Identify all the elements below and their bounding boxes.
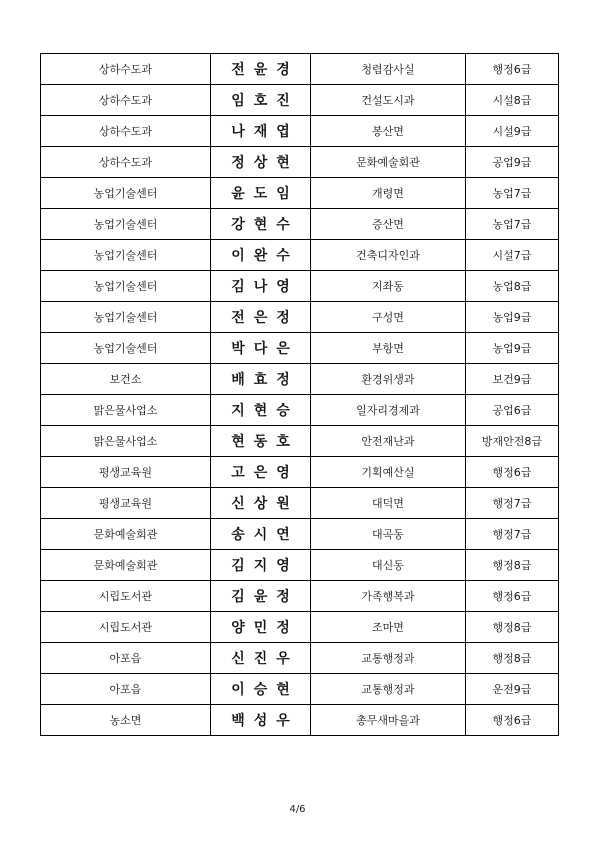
from-department-cell: 상하수도과: [41, 85, 211, 116]
to-department-cell: 건설도시과: [311, 85, 466, 116]
from-department-cell: 농업기술센터: [41, 333, 211, 364]
job-grade-cell: 시설8급: [466, 85, 559, 116]
to-department-cell: 구성면: [311, 302, 466, 333]
job-grade-cell: 농업9급: [466, 333, 559, 364]
table-row: [41, 488, 559, 519]
table-row: [41, 457, 559, 488]
from-department-cell: 상하수도과: [41, 54, 211, 85]
from-department-cell: 아포읍: [41, 674, 211, 705]
from-department-cell: 농업기술센터: [41, 178, 211, 209]
job-grade-cell: 공업6급: [466, 395, 559, 426]
table-body: [41, 54, 559, 736]
to-department-cell: 건축디자인과: [311, 240, 466, 271]
to-department-cell: 일자리경제과: [311, 395, 466, 426]
to-department-cell: 교통행정과: [311, 674, 466, 705]
table-row: [41, 271, 559, 302]
to-department-cell: 총무새마을과: [311, 705, 466, 736]
employee-name-cell: 전윤경: [211, 54, 311, 85]
table-row: [41, 240, 559, 271]
employee-name-cell: 신진우: [211, 643, 311, 674]
table-row: [41, 550, 559, 581]
to-department-cell: 청렴감사실: [311, 54, 466, 85]
employee-name-cell: 박다은: [211, 333, 311, 364]
job-grade-cell: 공업9급: [466, 147, 559, 178]
table-row: [41, 581, 559, 612]
employee-name-cell: 송시연: [211, 519, 311, 550]
employee-name-cell: 배효정: [211, 364, 311, 395]
from-department-cell: 농소면: [41, 705, 211, 736]
job-grade-cell: 행정8급: [466, 612, 559, 643]
table-row: [41, 116, 559, 147]
employee-name-cell: 김나영: [211, 271, 311, 302]
job-grade-cell: 농업9급: [466, 302, 559, 333]
job-grade-cell: 보건9급: [466, 364, 559, 395]
job-grade-cell: 농업7급: [466, 178, 559, 209]
job-grade-cell: 행정8급: [466, 550, 559, 581]
employee-name-cell: 백성우: [211, 705, 311, 736]
to-department-cell: 문화예술회관: [311, 147, 466, 178]
employee-name-cell: 지현승: [211, 395, 311, 426]
personnel-table-container: [40, 53, 558, 736]
table-row: [41, 54, 559, 85]
job-grade-cell: 행정6급: [466, 457, 559, 488]
employee-name-cell: 고은영: [211, 457, 311, 488]
table-row: [41, 705, 559, 736]
job-grade-cell: 행정7급: [466, 488, 559, 519]
page-number: 4/6: [289, 804, 306, 815]
job-grade-cell: 시설9급: [466, 116, 559, 147]
from-department-cell: 농업기술센터: [41, 302, 211, 333]
from-department-cell: 시립도서관: [41, 581, 211, 612]
from-department-cell: 상하수도과: [41, 147, 211, 178]
job-grade-cell: 행정7급: [466, 519, 559, 550]
to-department-cell: 대신동: [311, 550, 466, 581]
to-department-cell: 봉산면: [311, 116, 466, 147]
employee-name-cell: 이완수: [211, 240, 311, 271]
to-department-cell: 안전재난과: [311, 426, 466, 457]
to-department-cell: 교통행정과: [311, 643, 466, 674]
employee-name-cell: 정상현: [211, 147, 311, 178]
table-row: [41, 302, 559, 333]
employee-name-cell: 임호진: [211, 85, 311, 116]
employee-name-cell: 전은정: [211, 302, 311, 333]
job-grade-cell: 농업7급: [466, 209, 559, 240]
to-department-cell: 대덕면: [311, 488, 466, 519]
from-department-cell: 아포읍: [41, 643, 211, 674]
to-department-cell: 지좌동: [311, 271, 466, 302]
employee-name-cell: 강현수: [211, 209, 311, 240]
from-department-cell: 문화예술회관: [41, 519, 211, 550]
personnel-transfer-table: [40, 53, 559, 736]
job-grade-cell: 행정8급: [466, 643, 559, 674]
employee-name-cell: 나재엽: [211, 116, 311, 147]
employee-name-cell: 김윤정: [211, 581, 311, 612]
to-department-cell: 개령면: [311, 178, 466, 209]
table-row: [41, 333, 559, 364]
table-row: [41, 85, 559, 116]
employee-name-cell: 현동호: [211, 426, 311, 457]
from-department-cell: 시립도서관: [41, 612, 211, 643]
from-department-cell: 농업기술센터: [41, 240, 211, 271]
job-grade-cell: 행정6급: [466, 705, 559, 736]
employee-name-cell: 양민정: [211, 612, 311, 643]
job-grade-cell: 농업8급: [466, 271, 559, 302]
table-row: [41, 426, 559, 457]
from-department-cell: 맑은물사업소: [41, 426, 211, 457]
table-row: [41, 674, 559, 705]
from-department-cell: 문화예술회관: [41, 550, 211, 581]
table-row: [41, 209, 559, 240]
table-row: [41, 178, 559, 209]
job-grade-cell: 행정6급: [466, 581, 559, 612]
job-grade-cell: 시설7급: [466, 240, 559, 271]
to-department-cell: 환경위생과: [311, 364, 466, 395]
to-department-cell: 조마면: [311, 612, 466, 643]
employee-name-cell: 신상원: [211, 488, 311, 519]
from-department-cell: 평생교육원: [41, 457, 211, 488]
from-department-cell: 보건소: [41, 364, 211, 395]
table-row: [41, 643, 559, 674]
employee-name-cell: 이승현: [211, 674, 311, 705]
table-row: [41, 395, 559, 426]
table-row: [41, 364, 559, 395]
to-department-cell: 대곡동: [311, 519, 466, 550]
table-row: [41, 519, 559, 550]
to-department-cell: 증산면: [311, 209, 466, 240]
to-department-cell: 부항면: [311, 333, 466, 364]
table-row: [41, 612, 559, 643]
from-department-cell: 농업기술센터: [41, 209, 211, 240]
to-department-cell: 가족행복과: [311, 581, 466, 612]
from-department-cell: 맑은물사업소: [41, 395, 211, 426]
job-grade-cell: 행정6급: [466, 54, 559, 85]
job-grade-cell: 운전9급: [466, 674, 559, 705]
job-grade-cell: 방재안전8급: [466, 426, 559, 457]
from-department-cell: 평생교육원: [41, 488, 211, 519]
from-department-cell: 농업기술센터: [41, 271, 211, 302]
employee-name-cell: 김지영: [211, 550, 311, 581]
to-department-cell: 기획예산실: [311, 457, 466, 488]
employee-name-cell: 윤도임: [211, 178, 311, 209]
table-row: [41, 147, 559, 178]
from-department-cell: 상하수도과: [41, 116, 211, 147]
